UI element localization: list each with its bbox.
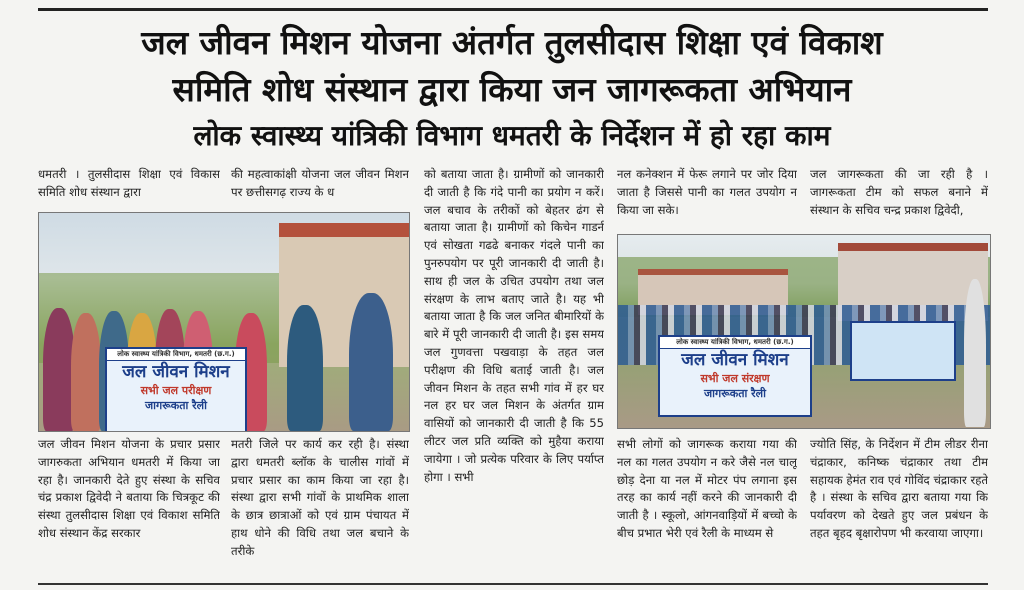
banner-caption-top: लोक स्वास्थ्य यांत्रिकी विभाग, धमतरी (छ.ग.) xyxy=(660,337,810,349)
column-5-top: जल जागरूकता की जा रही है । जागरूकता टीम को सफल बनाने में संस्थान के सचिव चन्द्र प्रकाश द्विवेदी, xyxy=(810,167,988,217)
rally-photo-left xyxy=(38,212,410,432)
rally-photo-right xyxy=(617,234,991,429)
person xyxy=(71,313,101,431)
banner-line: जागरूकता रैली xyxy=(704,387,766,400)
column-2-top: की महत्वाकांक्षी योजना जल जीवन मिशन पर छत्तीसगढ़ राज्य के ध xyxy=(231,167,409,199)
person xyxy=(349,293,393,431)
bottom-rule xyxy=(38,583,988,585)
person xyxy=(287,305,323,431)
rally-banner-right-front xyxy=(658,335,812,417)
headline-line-2: समिति शोध संस्थान द्वारा किया जन जागरूकता अभियान xyxy=(172,70,852,109)
column-1-bottom: जल जीवन मिशन योजना के प्रचार प्रसार जागरुकता अभियान धमतरी में किया जा रहा है। जानकारी देते हुए संस्था के सचिव चंद्र प्रकाश द्विवेदी ने बताया कि चित्रकूट की संस्था तुलसीदास शिक्षा एवं विकाश समिति शोध संस्थान केंद्र सरकार xyxy=(38,437,220,540)
banner-title: जल जीवन मिशन xyxy=(122,362,230,382)
top-rule xyxy=(38,8,988,11)
column-4-top: नल कनेक्शन में फेरू लगाने पर जोर दिया जाता है जिससे पानी का गलत उपयोग न किया जा सके। xyxy=(617,167,797,217)
banner-title: जल जीवन मिशन xyxy=(681,350,789,370)
rally-banner-left xyxy=(105,347,247,432)
banner-line: जागरूकता रैली xyxy=(145,399,207,412)
headline-line-1: जल जीवन मिशन योजना अंतर्गत तुलसीदास शिक्षा एवं विकाश xyxy=(141,23,883,62)
column-1-top: धमतरी । तुलसीदास शिक्षा एवं विकास समिति शोध संस्थान द्वारा xyxy=(38,167,220,199)
banner-subtitle: सभी जल परीक्षण xyxy=(140,384,212,397)
column-2-bottom: मतरी जिले पर कार्य कर रही है। संस्था द्वारा धमतरी ब्लॉक के चालीस गांवों में प्रचार प्रसार का काम किया जा रहा है। संस्था द्वारा सभी गांवों के प्राथमिक शाला के छात्र छात्राओं को एवं ग्राम पंचायत में हाथ धोने की विधि तथा जल बचाने के तरीके xyxy=(231,437,409,558)
person xyxy=(964,279,986,427)
headline-subline: लोक स्वास्थ्य यांत्रिकी विभाग धमतरी के निर्देशन में हो रहा काम xyxy=(193,119,831,152)
banner-subtitle: सभी जल संरक्षण xyxy=(700,372,770,385)
banner-caption-top: लोक स्वास्थ्य यांत्रिकी विभाग, धमतरी (छ.ग.) xyxy=(107,349,245,361)
rally-banner-right-back xyxy=(850,321,956,381)
column-4-bottom: सभी लोगों को जागरूक कराया गया की नल का गलत उपयोग न करे जैसे नल चालू छोड़ देना या नल में मोटर पंप लगाना इस तरह का कार्य नहीं करने की जानकारी दी जाती है । स्कूलो, आंगनवाड़ियों में बच्चो के बीच प्रभात भेरी एवं रैली के माध्यम से xyxy=(617,437,797,540)
column-5-bottom: ज्योति सिंह, के निर्देशन में टीम लीडर रीना चंद्राकार, कनिष्क चंद्राकार तथा टीम सहायक हेमंत राव एवं गोविंद चंद्राकार रहते है । संस्था के सचिव द्वारा बताया गया कि पर्यावरण को देखते हुए जल प्रबंधन के तहत बृहद बृक्षारोपण भी करवाया जाएगा। xyxy=(810,437,988,540)
column-3: को बताया जाता है। ग्रामीणों को जानकारी दी जाती है कि गंदे पानी का प्रयोग न करें। जल बचाव के तरीकों को बेहतर ढंग से बताया जाता है। ग्रामीणों को किचेन गाडर्न एवं सोखता गढढे बनाकर गंदले पानी का पुनरुपयोग पर पूरी जानकारी दी जाती है। साथ ही जल के उचित उपयोग तथा जल संरक्षण के लाभ बताए जाते है। यह भी बताया जाता है कि जल जनित बीमारियों के बारे में पूरी जानकारी दी जाती है। इस समय जल गुणवत्ता पखवाड़ा के तहत जल परीक्षण की विधि बताई जाती है। जल जीवन मिशन के तहत सभी गांव में हर घर नल हर घर जल मिशन के अंतर्गत ग्राम वासियों को जानकारी दी जाती है कि 55 लीटर जल प्रति व्यक्ति को मुहैया कराया जायेगा । जो प्रत्येक परिवार के लिए पर्याप्त होगा । सभी xyxy=(424,167,604,484)
